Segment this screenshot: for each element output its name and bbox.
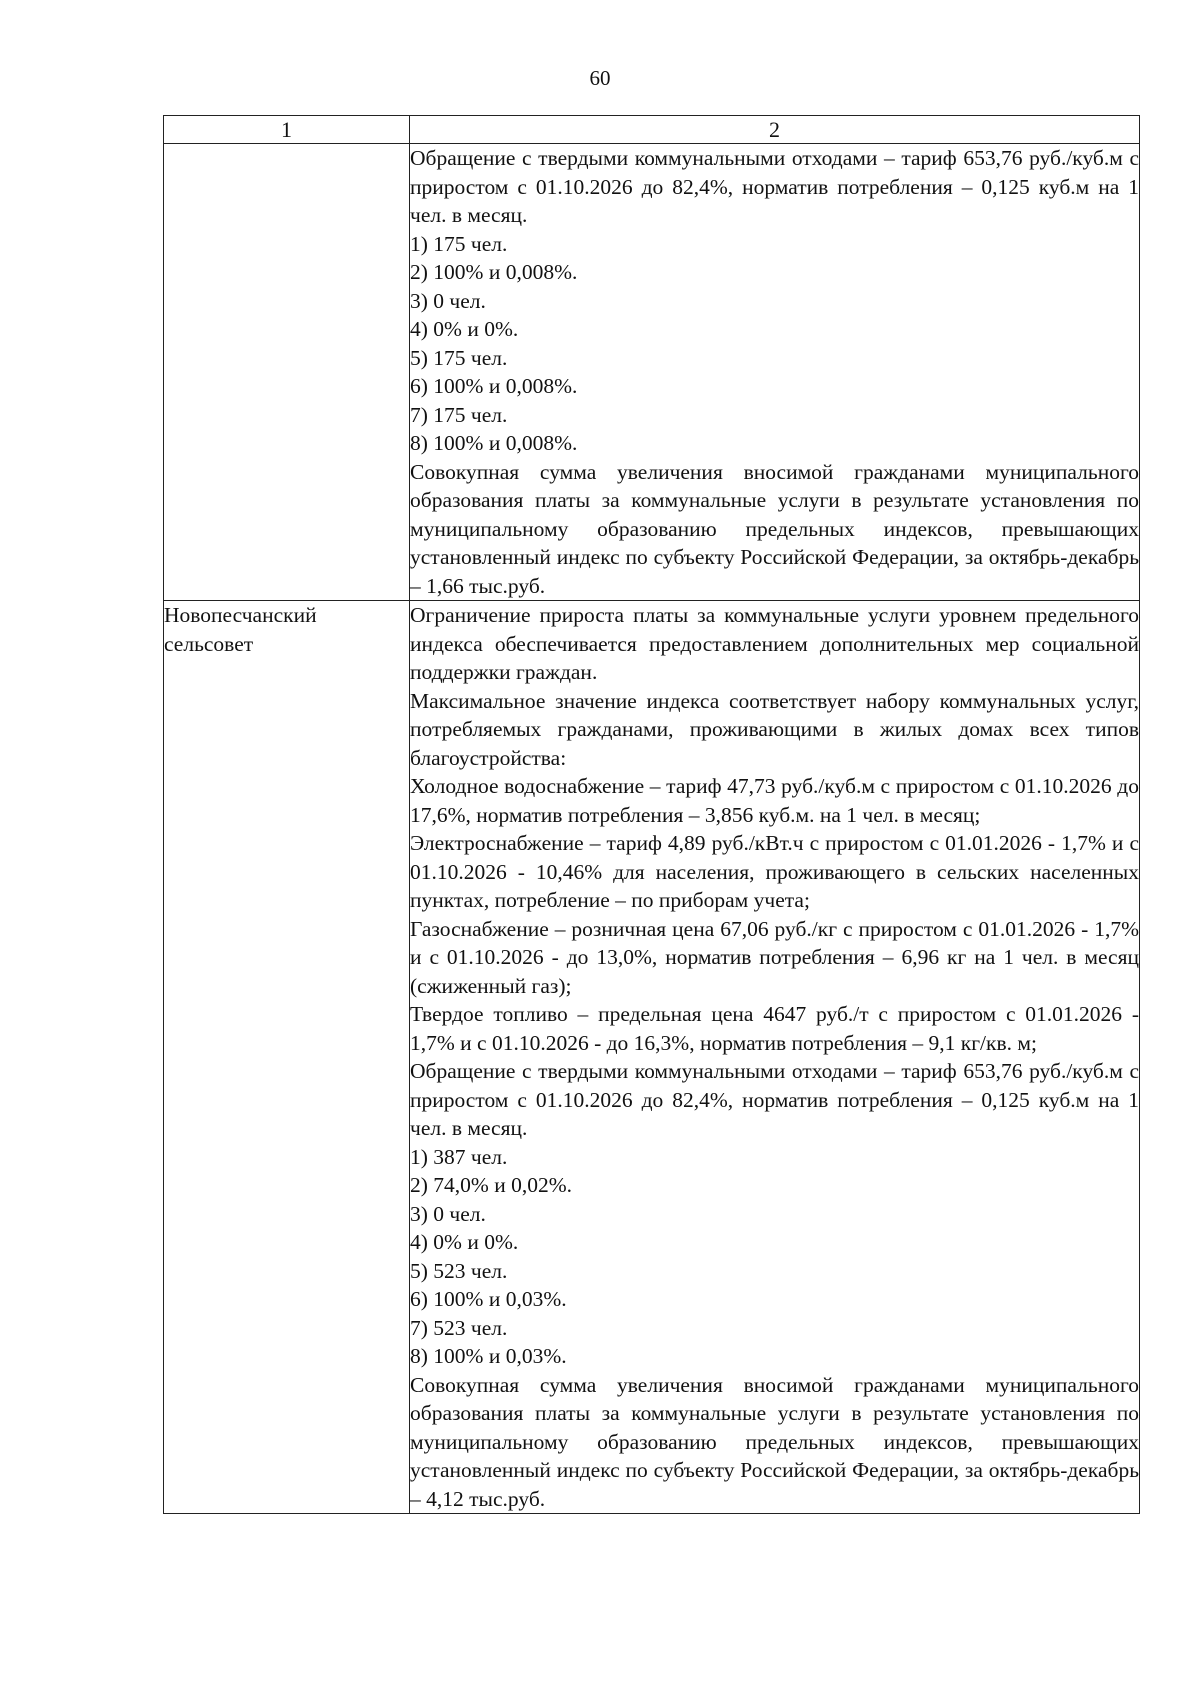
column-header-1: 1 (164, 116, 410, 144)
table-row (164, 601, 1140, 1514)
paragraph: Ограничение прироста платы за коммунальные услуги уровнем предельного индекса обеспечивается предоставлением дополнительных мер социальной поддержки граждан. (410, 603, 1139, 684)
paragraph: Твердое топливо – предельная цена 4647 руб./т с приростом с 01.01.2026 - 1,7% и с 01.10.2026 - до 16,3%, норматив потребления – 9,1 кг/кв. м; (410, 1002, 1139, 1055)
list-item: 7) 523 чел. (410, 1315, 508, 1340)
summary-paragraph: Совокупная сумма увеличения вносимой гражданами муниципального образования платы за коммунальные услуги в результате установления по муниципальному образованию предельных индексов, превышающих установленный индекс по субъекту Российской Федерации, за октябрь-декабрь – 4,12 тыс.руб. (410, 1372, 1139, 1511)
page-number: 60 (589, 66, 611, 90)
paragraph: Максимальное значение индекса соответствует набору коммунальных услуг, потребляемых гражданами, проживающими в жилых домах всех типов благоустройства: (410, 688, 1139, 770)
list-item: 1) 175 чел. (410, 231, 508, 256)
paragraph: Обращение с твердыми коммунальными отходами – тариф 653,76 руб./куб.м с приростом с 01.10.2026 до 82,4%, норматив потребления – 0,125 куб.м на 1 чел. в месяц. (410, 1059, 1139, 1140)
summary-paragraph: Совокупная сумма увеличения вносимой гражданами муниципального образования платы за коммунальные услуги в результате установления по муниципальному образованию предельных индексов, превышающих установленный индекс по субъекту Российской Федерации, за октябрь-декабрь – 1,66 тыс.руб. (410, 459, 1139, 598)
list-item: 6) 100% и 0,008%. (410, 374, 578, 398)
document-table (163, 115, 1140, 1514)
list-item: 3) 0 чел. (410, 288, 486, 313)
municipality-name: Новопесчанский сельсовет (164, 601, 410, 1514)
table-header-row (164, 116, 1140, 144)
list-item: 6) 100% и 0,03%. (410, 1287, 567, 1311)
list-item: 2) 100% и 0,008%. (410, 260, 578, 284)
table-row (164, 144, 1140, 601)
list-item: 5) 523 чел. (410, 1258, 508, 1283)
paragraph: Обращение с твердыми коммунальными отходами – тариф 653,76 руб./куб.м с приростом с 01.10.2026 до 82,4%, норматив потребления – 0,125 куб.м на 1 чел. в месяц. (410, 146, 1139, 227)
list-item: 8) 100% и 0,03%. (410, 1344, 567, 1368)
paragraph: Газоснабжение – розничная цена 67,06 руб./кг с приростом с 01.01.2026 - 1,7% и с 01.10.2026 - до 13,0%, норматив потребления – 6,96 кг на 1 чел. в месяц (сжиженный газ); (410, 916, 1139, 998)
municipality-name (164, 144, 410, 601)
paragraph: Электроснабжение – тариф 4,89 руб./кВт.ч с приростом с 01.01.2026 - 1,7% и с 01.10.2026 - 10,46% для населения, проживающего в сельских населенных пунктах, потребление – по приборам учета; (410, 831, 1139, 912)
list-item: 2) 74,0% и 0,02%. (410, 1173, 572, 1197)
list-item: 1) 387 чел. (410, 1144, 508, 1169)
list-item: 4) 0% и 0%. (410, 317, 519, 341)
row-content (410, 601, 1140, 1514)
list-item: 3) 0 чел. (410, 1201, 486, 1226)
list-item: 8) 100% и 0,008%. (410, 431, 578, 455)
list-item: 7) 175 чел. (410, 402, 508, 427)
column-header-2: 2 (410, 116, 1140, 144)
list-item: 5) 175 чел. (410, 345, 508, 370)
row-content (410, 144, 1140, 601)
list-item: 4) 0% и 0%. (410, 1230, 519, 1254)
paragraph: Холодное водоснабжение – тариф 47,73 руб./куб.м с приростом с 01.10.2026 до 17,6%, норматив потребления – 3,856 куб.м. на 1 чел. в месяц; (410, 774, 1139, 827)
